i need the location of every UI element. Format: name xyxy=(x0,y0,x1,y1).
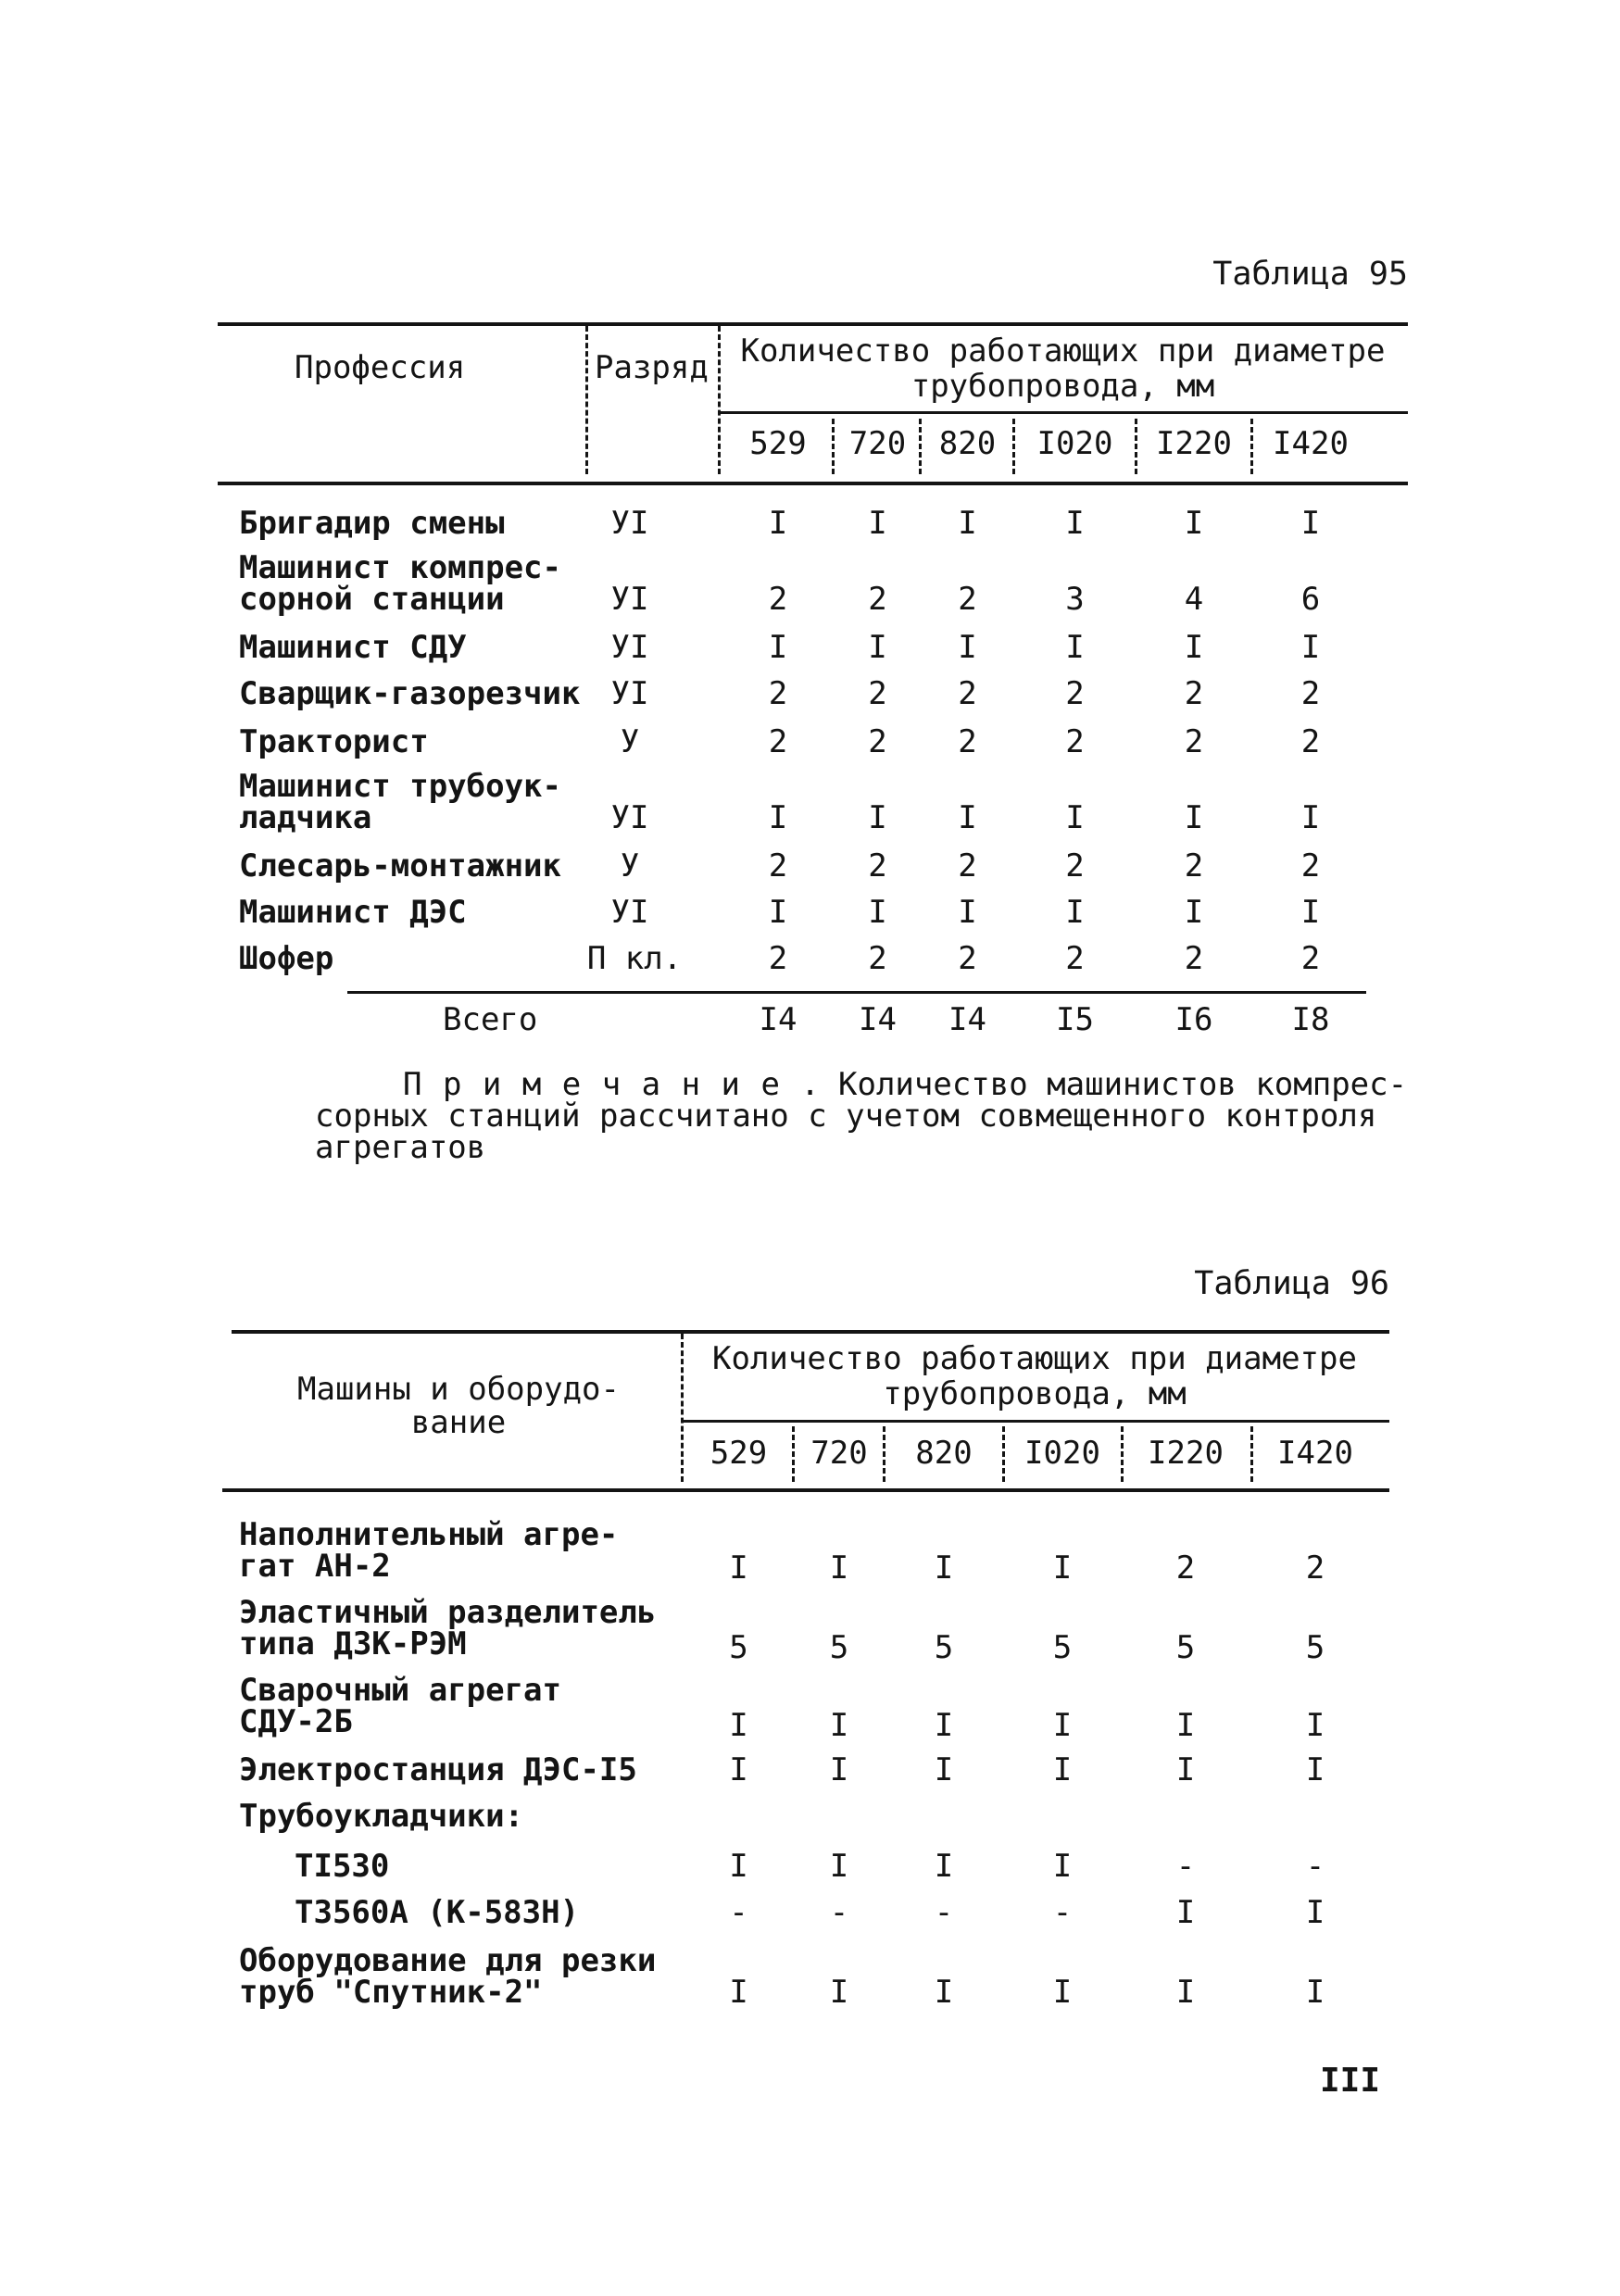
table96-caption: Таблица 96 xyxy=(1194,1265,1389,1302)
table96-value: - xyxy=(729,1894,748,1931)
table95-value: I xyxy=(868,505,887,542)
table95-value: I xyxy=(1065,629,1085,666)
table96-value: 2 xyxy=(1175,1549,1196,1587)
table95-value: 2 xyxy=(1065,723,1085,760)
table96-value: I xyxy=(729,1707,748,1744)
table96-value: I xyxy=(1175,1707,1196,1744)
table95-value: I xyxy=(1300,629,1321,666)
table95-total-value: I4 xyxy=(759,1001,797,1038)
table96-diam-divider-3 xyxy=(1002,1426,1005,1482)
table95-profession-name: Слесарь-монтажник xyxy=(239,847,561,885)
table95-value: I xyxy=(958,505,977,542)
table96-machine-name: TI530 xyxy=(295,1848,390,1885)
table96-diam-820: 820 xyxy=(915,1435,973,1472)
table96-diam-529: 529 xyxy=(710,1435,768,1472)
table95-diam-720: 720 xyxy=(848,425,907,462)
table95-value: 6 xyxy=(1300,581,1321,618)
table95-value: I xyxy=(1184,799,1204,836)
table95-header-bottom-rule xyxy=(218,482,1408,485)
table95-value: 2 xyxy=(1300,675,1321,712)
table95-value: 2 xyxy=(1300,847,1321,885)
table96-diam-1220: I220 xyxy=(1148,1435,1224,1472)
table95-value: I xyxy=(768,505,788,542)
table96-value: 5 xyxy=(729,1629,748,1666)
table96-diam-divider-1 xyxy=(792,1426,795,1482)
table95-grade: УI xyxy=(610,505,649,542)
note-label: П р и м е ч а н и е . xyxy=(403,1066,821,1103)
table96-value: I xyxy=(1052,1549,1073,1587)
table96-value: I xyxy=(829,1549,849,1587)
table96-value: I xyxy=(829,1707,849,1744)
table95-value: I xyxy=(1300,505,1321,542)
table96-value: 5 xyxy=(1305,1629,1325,1666)
table95-value: I xyxy=(1184,894,1204,931)
table96-machine-name: Электростанция ДЭС-I5 xyxy=(239,1751,637,1788)
table95-profession-name: Машинист СДУ xyxy=(239,629,467,666)
table95-value: 4 xyxy=(1184,581,1204,618)
table96-value: 5 xyxy=(934,1629,954,1666)
table96-diam-720: 720 xyxy=(810,1435,868,1472)
table96-value: - xyxy=(1052,1894,1073,1931)
table95-value: I xyxy=(958,629,977,666)
table95-value: 2 xyxy=(868,675,887,712)
table95-total-rule xyxy=(347,991,1366,994)
table95-value: 2 xyxy=(768,940,788,977)
table96-header-machines: Машины и оборудо- вание xyxy=(297,1371,620,1441)
table96-value: I xyxy=(1305,1894,1325,1931)
table95-col-divider-1 xyxy=(585,326,588,474)
table95-diam-1220: I220 xyxy=(1156,425,1232,462)
table96-value: I xyxy=(729,1848,748,1885)
table95-value: 2 xyxy=(768,847,788,885)
table95-diam-divider-5 xyxy=(1250,419,1253,474)
table96-value: I xyxy=(1052,1707,1073,1744)
table96-diam-divider-4 xyxy=(1121,1426,1124,1482)
table95-value: 2 xyxy=(768,675,788,712)
note-line-1: Количество машинистов компрес- xyxy=(838,1066,1408,1103)
table95-value: 2 xyxy=(768,581,788,618)
table95-value: I xyxy=(1065,799,1085,836)
table96-value: I xyxy=(1052,1848,1073,1885)
table96-value: I xyxy=(729,1751,748,1788)
table95-value: I xyxy=(1300,894,1321,931)
table96-value: - xyxy=(1305,1848,1325,1885)
table96-diam-divider-5 xyxy=(1250,1426,1253,1482)
table96-subheader-rule xyxy=(681,1420,1389,1423)
table96-value: I xyxy=(729,1974,748,2011)
table95-diam-divider-1 xyxy=(832,419,835,474)
table95-total-value: I4 xyxy=(948,1001,986,1038)
table95-grade: П кл. xyxy=(586,940,683,977)
table95-value: I xyxy=(868,629,887,666)
table95-grade: У xyxy=(620,847,640,885)
table96-value: I xyxy=(1052,1751,1073,1788)
table95-value: 2 xyxy=(958,847,977,885)
table96-value: I xyxy=(1305,1707,1325,1744)
table96-machine-name: Оборудование для резки труб "Спутник-2" xyxy=(239,1942,657,2011)
table96-machine-name: Эластичный разделитель типа ДЗК-РЭМ xyxy=(239,1594,657,1662)
table96-value: I xyxy=(934,1549,954,1587)
table95-value: 2 xyxy=(1300,723,1321,760)
table96-col-divider-1 xyxy=(681,1334,684,1482)
table96-value: I xyxy=(934,1848,954,1885)
table95-profession-name: Шофер xyxy=(239,940,334,977)
table95-profession-name: Сварщик-газорезчик xyxy=(239,675,581,712)
table96-header-count: Количество работающих при диаметре трубопровода, мм xyxy=(712,1340,1357,1412)
table95-col-divider-2 xyxy=(718,326,721,474)
table96-value: I xyxy=(829,1848,849,1885)
table95-value: 3 xyxy=(1065,581,1085,618)
table95-grade: У xyxy=(620,723,640,760)
table95-value: 2 xyxy=(868,723,887,760)
table95-value: 2 xyxy=(768,723,788,760)
table95-total-value: I4 xyxy=(859,1001,897,1038)
table95-value: I xyxy=(868,799,887,836)
note-line-3: агрегатов xyxy=(315,1129,486,1166)
table95-value: I xyxy=(1184,505,1204,542)
table96-value: - xyxy=(829,1894,849,1931)
table96-value: I xyxy=(934,1751,954,1788)
table95-diam-1420: I420 xyxy=(1273,425,1349,462)
table95-value: 2 xyxy=(1184,723,1204,760)
table95-value: 2 xyxy=(958,675,977,712)
table96-value: I xyxy=(1305,1751,1325,1788)
table95-grade: УI xyxy=(610,629,649,666)
table95-value: 2 xyxy=(1065,847,1085,885)
table96-machine-name: Сварочный агрегат СДУ-2Б xyxy=(239,1672,561,1740)
table95-profession-name: Бригадир смены xyxy=(239,505,505,542)
table95-value: 2 xyxy=(868,847,887,885)
table95-top-rule xyxy=(218,322,1408,326)
table95-total-value: I5 xyxy=(1056,1001,1094,1038)
table96-value: - xyxy=(934,1894,954,1931)
table95-value: I xyxy=(1065,505,1085,542)
table96-value: - xyxy=(1175,1848,1196,1885)
table96-machine-name: Наполнительный агре- гат АН-2 xyxy=(239,1516,619,1585)
note-line-2: сорных станций рассчитано с учетом совмещенного контроля xyxy=(315,1098,1377,1135)
table96-value: I xyxy=(1175,1974,1196,2011)
table95-grade: УI xyxy=(610,894,649,931)
table95-value: I xyxy=(868,894,887,931)
table95-diam-divider-3 xyxy=(1012,419,1015,474)
table95-total-value: I8 xyxy=(1291,1001,1330,1038)
table95-value: I xyxy=(768,629,788,666)
table95-value: 2 xyxy=(958,581,977,618)
table96-value: 5 xyxy=(1052,1629,1073,1666)
table95-header-count: Количество работающих при диаметре трубопровода, мм xyxy=(740,332,1386,405)
table95-total-label: Всего xyxy=(443,1001,538,1038)
table95-value: 2 xyxy=(868,581,887,618)
table96-diam-divider-2 xyxy=(883,1426,885,1482)
table96-value: I xyxy=(729,1549,748,1587)
table96-value: I xyxy=(1175,1751,1196,1788)
table95-subheader-rule xyxy=(718,411,1408,414)
table95-value: 2 xyxy=(1065,940,1085,977)
table95-value: 2 xyxy=(1300,940,1321,977)
table96-value: 5 xyxy=(1175,1629,1196,1666)
table95-diam-divider-4 xyxy=(1135,419,1137,474)
table96-diam-1420: I420 xyxy=(1277,1435,1353,1472)
table95-value: I xyxy=(1300,799,1321,836)
table95-caption: Таблица 95 xyxy=(1212,256,1408,293)
page-number: III xyxy=(1320,2062,1381,2100)
table95-value: I xyxy=(768,894,788,931)
table96-value: I xyxy=(829,1974,849,2011)
table95-header-grade: Разряд xyxy=(595,349,709,386)
table95-value: I xyxy=(1065,894,1085,931)
table95-value: I xyxy=(958,799,977,836)
table95-grade: УI xyxy=(610,581,649,618)
table95-profession-name: Тракторист xyxy=(239,723,429,760)
table95-profession-name: Машинист ДЭС xyxy=(239,894,467,931)
table95-value: 2 xyxy=(868,940,887,977)
table95-value: 2 xyxy=(1184,940,1204,977)
table95-value: I xyxy=(1184,629,1204,666)
table95-diam-divider-2 xyxy=(919,419,922,474)
table95-header-profession: Профессия xyxy=(295,349,466,386)
table95-value: I xyxy=(958,894,977,931)
table96-top-rule xyxy=(232,1330,1389,1334)
table96-value: 2 xyxy=(1305,1549,1325,1587)
table95-value: 2 xyxy=(1184,675,1204,712)
table96-value: 5 xyxy=(829,1629,849,1666)
table95-profession-name: Машинист компрес- сорной станции xyxy=(239,549,561,618)
table96-value: I xyxy=(1175,1894,1196,1931)
table95-value: 2 xyxy=(1184,847,1204,885)
table95-profession-name: Машинист трубоук- ладчика xyxy=(239,768,561,836)
table95-value: 2 xyxy=(958,940,977,977)
table96-machine-name: T3560A (К-583Н) xyxy=(295,1894,580,1931)
table95-value: I xyxy=(768,799,788,836)
table96-value: I xyxy=(1305,1974,1325,2011)
table96-value: I xyxy=(1052,1974,1073,2011)
table96-value: I xyxy=(934,1974,954,2011)
table95-grade: УI xyxy=(610,799,649,836)
table95-value: 2 xyxy=(1065,675,1085,712)
table96-diam-1020: I020 xyxy=(1024,1435,1100,1472)
table96-value: I xyxy=(934,1707,954,1744)
table96-value: I xyxy=(829,1751,849,1788)
table96-machine-name: Трубоукладчики: xyxy=(239,1798,524,1835)
table95-grade: УI xyxy=(610,675,649,712)
table95-total-value: I6 xyxy=(1174,1001,1213,1038)
table95-diam-820: 820 xyxy=(938,425,997,462)
table95-diam-529: 529 xyxy=(749,425,807,462)
table96-header-bottom-rule xyxy=(222,1488,1389,1492)
table95-value: 2 xyxy=(958,723,977,760)
table95-diam-1020: I020 xyxy=(1036,425,1113,462)
